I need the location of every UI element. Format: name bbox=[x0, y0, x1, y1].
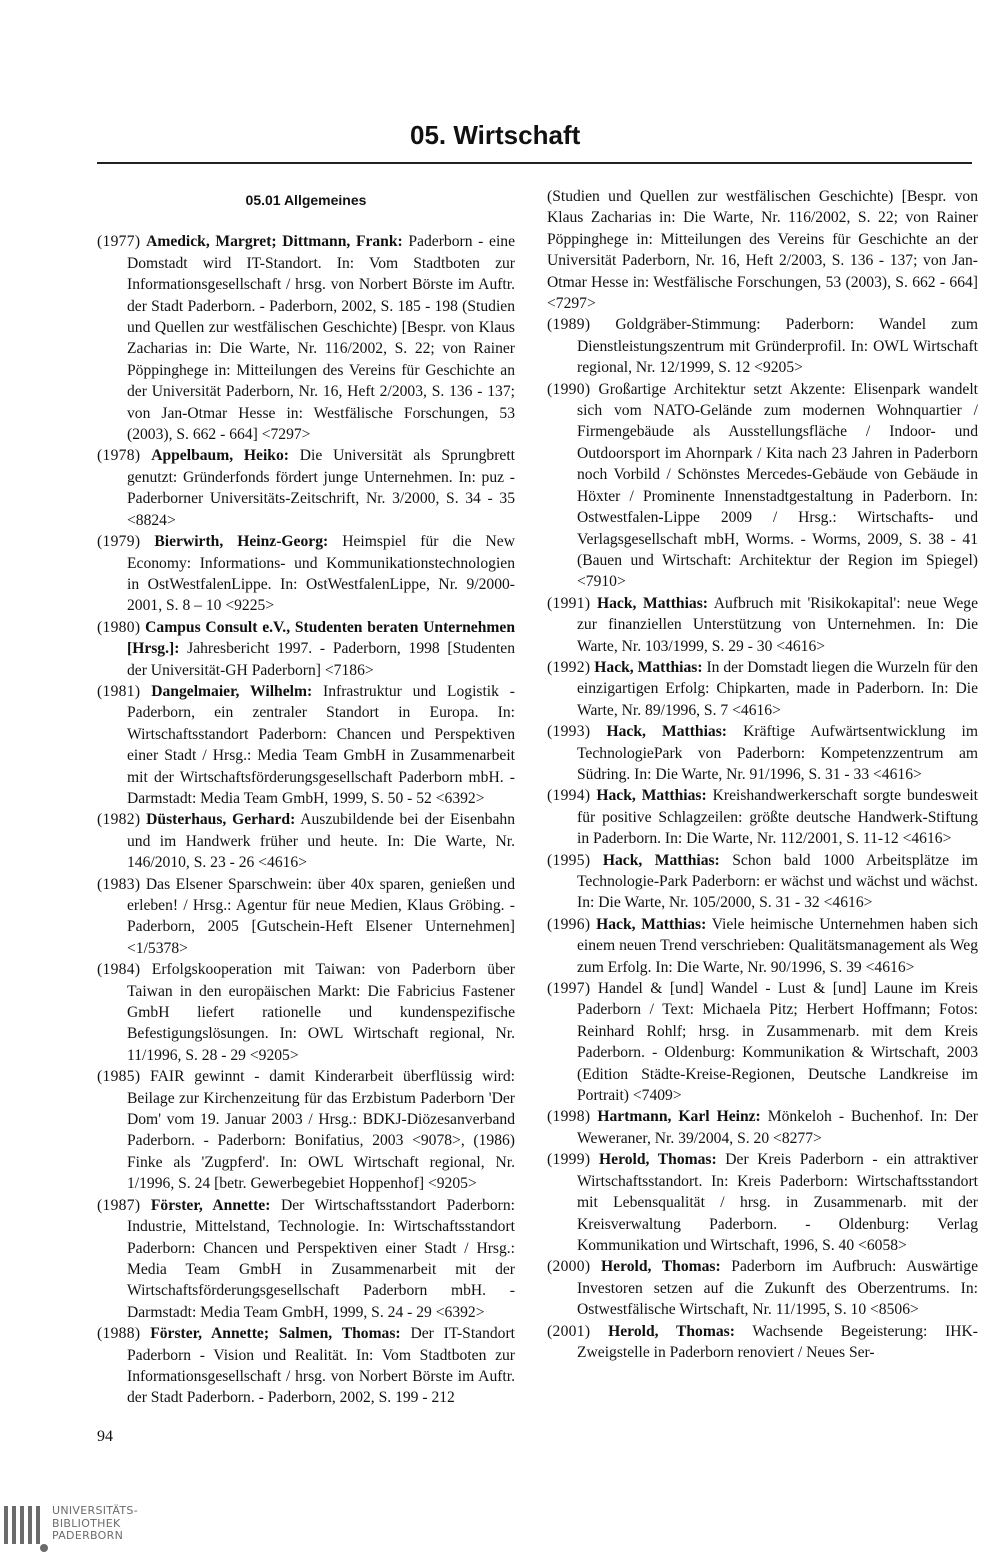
bibliography-entry bbox=[97, 681, 515, 809]
entry-author: Hack, Matthias: bbox=[596, 787, 707, 805]
bibliography-entry bbox=[547, 850, 978, 914]
logo-line: UNIVERSITÄTS- bbox=[52, 1504, 138, 1517]
entry-number: (1995) bbox=[547, 851, 591, 869]
continuation-text: (Studien und Quellen zur westfälischen Geschichte) [Bespr. von Klaus Zacharias in: Die Warte, Nr. 116/2002, S. 22; von Rainer Pöppinghege in: Mitteilungen des Vereins für Geschichte an der Universität Paderborn, Nr. 16, Heft 2/2003, S. 136 - 137; von Jan-Otmar Hesse in: Westfälische Forschungen, 53 (2003), S. 662 - 664] <7297> bbox=[547, 188, 978, 313]
entry-text: Der Kreis Paderborn - ein attraktiver Wirtschaftsstandort. In: Kreis Paderborn: Wirtschaftsstandort mit Lebensqualität / hrsg. in Zusammenarb. mit der Kreisverwaltung Paderborn. - Oldenburg: Verlag Kommunikation und Wirtschaft, 1996, S. 40 <6058> bbox=[577, 1151, 978, 1254]
logo-line: PADERBORN bbox=[52, 1529, 124, 1542]
page-title: 05. Wirtschaft bbox=[410, 120, 581, 150]
entry-number: (2000) bbox=[547, 1258, 591, 1276]
title-rule bbox=[97, 162, 972, 164]
entry-number: (1989) bbox=[547, 316, 591, 334]
entry-text: Infrastruktur und Logistik - Paderborn, ein zentraler Standort in Europa. In: Wirtschaftsstandort Paderborn: Chancen und Perspektiven einer Stadt / Hrsg.: Media Team GmbH in Zusammenarbeit mit der Wirtschaftsförderungsgesellschaft Paderborn mbH. - Darmstadt: Media Team GmbH, 1999, S. 50 - 52 <6392> bbox=[127, 682, 515, 807]
entry-text: Heimspiel für die New Economy: Informations- und Kommunikationstechnologien in OstWestfalenLippe. In: OstWestfalenLippe, Nr. 9/2000-2001, S. 8 – 10 <9225> bbox=[127, 533, 515, 615]
bibliography-entry bbox=[547, 1149, 978, 1256]
bibliography-entry bbox=[547, 314, 978, 378]
entry-number: (1990) bbox=[547, 380, 591, 398]
entry-author: Förster, Annette: bbox=[150, 1196, 271, 1214]
left-entry-list bbox=[97, 231, 515, 1408]
entry-text: Paderborn im Aufbruch: Auswärtige Investoren setzen auf die Zukunft des Oberzentrums. In: Ostwestfälische Wirtschaft, Nr. 11/1995, S. 10 <8506> bbox=[577, 1258, 978, 1319]
entry-text: Paderborn - eine Domstadt wird IT-Standort. In: Vom Stadtboten zur Informationsgesellschaft / hrsg. von Norbert Börste im Auftr. der Stadt Paderborn. - Paderborn, 2002, S. 185 - 198 (Studien und Quellen zur westfälischen Geschichte) [Bespr. von Klaus Zacharias in: Die Warte, Nr. 116/2002, S. 22; von Rainer Pöppinghege in: Mitteilungen des Vereins für Geschichte an der Universität Paderborn, Nr. 16, Heft 2/2003, S. 136 - 137; von Jan-Otmar Hesse in: Westfälische Forschungen, 53 (2003), S. 662 - 664] <7297> bbox=[127, 233, 516, 444]
bibliography-entry bbox=[547, 785, 978, 849]
right-entry-list bbox=[547, 314, 978, 1363]
bibliography-entry bbox=[547, 721, 978, 785]
bibliography-entry bbox=[97, 531, 515, 617]
entry-number: (1985) bbox=[97, 1068, 141, 1086]
entry-text: Schon bald 1000 Arbeitsplätze im Technologie-Park Paderborn: er wächst und wächst und wächst. In: Die Warte, Nr. 105/2000, S. 31 - 32 <4616> bbox=[577, 851, 979, 912]
entry-text: Die Universität als Sprungbrett genutzt: Gründerfonds fördert junge Unternehmen. In: puz - Paderborner Universitäts-Zeitschrift, Nr. 3/2000, S. 34 - 35 <8824> bbox=[127, 447, 515, 529]
entry-author: Campus Consult e.V., Studenten beraten Unternehmen [Hrsg.]: bbox=[127, 618, 515, 658]
bibliography-entry bbox=[97, 1323, 515, 1409]
entry-number: (1980) bbox=[97, 618, 141, 636]
bibliography-entry bbox=[97, 959, 515, 1066]
entry-number: (1984) bbox=[97, 961, 141, 979]
entry-number: (1992) bbox=[547, 658, 591, 676]
library-logo-text bbox=[52, 1505, 138, 1543]
entry-number: (1997) bbox=[547, 980, 591, 998]
logo-line: BIBLIOTHEK bbox=[52, 1516, 121, 1530]
entry-text: Mönkeloh - Buchenhof. In: Der Weweraner, Nr. 39/2004, S. 20 <8277> bbox=[577, 1108, 978, 1147]
entry-author: Bierwirth, Heinz-Georg: bbox=[154, 533, 329, 551]
bibliography-entry bbox=[547, 1106, 978, 1149]
entry-author: Herold, Thomas: bbox=[601, 1258, 721, 1276]
entry-number: (1994) bbox=[547, 787, 591, 805]
bibliography-entry bbox=[97, 1195, 515, 1323]
entry-author: Hack, Matthias: bbox=[596, 915, 707, 933]
bibliography-entry bbox=[97, 1066, 515, 1194]
entry-text: Viele heimische Unternehmen haben sich einem neuen Trend verschrieben: Qualitätsmanagement als Weg zum Erfolg. In: Die Warte, Nr. 90/1996, S. 39 <4616> bbox=[577, 915, 978, 976]
bibliography-entry bbox=[97, 445, 515, 531]
bibliography-entry bbox=[97, 874, 515, 960]
entry-author: Amedick, Margret; Dittmann, Frank: bbox=[146, 233, 403, 251]
entry-number: (1978) bbox=[97, 447, 141, 465]
library-logo-icon bbox=[4, 1506, 44, 1546]
entry-text: In der Domstadt liegen die Wurzeln für den einzigartigen Erfolg: Chipkarten, made in Paderborn. In: Die Warte, Nr. 89/1996, S. 7 <4616> bbox=[577, 658, 978, 719]
entry-number: (1993) bbox=[547, 723, 591, 741]
entry-author: Appelbaum, Heiko: bbox=[151, 447, 289, 465]
bibliography-entry bbox=[547, 593, 978, 657]
entry-number: (1977) bbox=[97, 233, 141, 251]
entry-author: Hack, Matthias: bbox=[602, 851, 720, 869]
entry-author: Förster, Annette; Salmen, Thomas: bbox=[150, 1325, 401, 1343]
entry-text: Wachsende Begeisterung: IHK-Zweigstelle in Paderborn renoviert / Neues Ser- bbox=[577, 1322, 978, 1361]
bibliography-entry bbox=[547, 657, 978, 721]
entry-text: Der IT-Standort Paderborn - Vision und Realität. In: Vom Stadtboten zur Informationsgesellschaft / hrsg. von Norbert Börste im Auftr. der Stadt Paderborn. - Paderborn, 2002, S. 199 - 212 bbox=[127, 1325, 515, 1407]
entry-number: (1983) bbox=[97, 875, 141, 893]
entry-text: FAIR gewinnt - damit Kinderarbeit überflüssig wird: Beilage zur Kirchenzeitung für das Erzbistum Paderborn 'Der Dom' vom 19. Januar 2003 / Hrsg.: BDKJ-Diözesanverband Paderborn. - Paderborn: Bonifatius, 2003 <9078>, (1986) Finke als 'Zugpferd'. In: OWL Wirtschaft regional, Nr. 1/1996, S. 24 [betr. Gewerbegebiet Hoppenhof] <9205> bbox=[127, 1068, 515, 1193]
entry-text: Kräftige Aufwärtsentwicklung im TechnologiePark von Paderborn: Kompetenzzentrum am Südring. In: Die Warte, Nr. 91/1996, S. 31 - 33 <4616> bbox=[577, 723, 978, 783]
entry-number: (1979) bbox=[97, 533, 141, 551]
entry-number: (1987) bbox=[97, 1196, 141, 1214]
page-number: 94 bbox=[97, 1428, 113, 1445]
entry-number: (1998) bbox=[547, 1108, 591, 1126]
bibliography-entry bbox=[547, 1321, 978, 1364]
entry-number: (2001) bbox=[547, 1322, 591, 1340]
entry-number: (1991) bbox=[547, 594, 591, 612]
entry-number: (1996) bbox=[547, 915, 591, 933]
entry-text: Der Wirtschaftsstandort Paderborn: Industrie, Mittelstand, Technologie. In: Wirtschaftsstandort Paderborn: Chancen und Perspektiven einer Stadt / Hrsg.: Media Team GmbH in Zusammenarbeit mit der Wirtschaftsförderungsgesellschaft Paderborn mbH. - Darmstadt: Media Team GmbH, 1999, S. 24 - 29 <6392> bbox=[127, 1196, 515, 1321]
entry-text: Auszubildende bei der Eisenbahn und im Handwerk früher und heute. In: Die Warte, Nr. 146/2010, S. 23 - 26 <4616> bbox=[127, 811, 515, 872]
bibliography-entry bbox=[97, 231, 515, 445]
section-heading: 05.01 Allgemeines bbox=[245, 192, 367, 208]
entry-author: Hack, Matthias: bbox=[594, 658, 703, 676]
entry-text: Das Elsener Sparschwein: über 40x sparen, genießen und erleben! / Hrsg.: Agentur für neue Medien, Klaus Gröbing. - Paderborn, 2005 [Gutschein-Heft Elsener Unternehmen] <1/5378> bbox=[127, 875, 515, 957]
entry-number: (1999) bbox=[547, 1151, 591, 1169]
entry-text: Großartige Architektur setzt Akzente: Elisenpark wandelt sich vom NATO-Gelände zum modernen Wohnquartier / Firmengebäude als Ausstellungsfläche / Indoor- und Outdoorsport im Ahornpark / Kita nach 23 Jahren in Paderborn noch Vorbild / Schönstes Mercedes-Gebäude von Gebäude in Höxter / Prominente Innenstadtgestaltung in Paderborn. In: Ostwestfalen-Lippe 2009 / Hrsg.: Wirtschafts- und Verlagsgesellschaft mbH, Worms. - Worms, 2009, S. 38 - 41 (Bauen und Wirtschaft: Architektur der Region im Spiegel) <7910> bbox=[577, 380, 978, 591]
bibliography-entry bbox=[97, 617, 515, 681]
entry-author: Herold, Thomas: bbox=[608, 1322, 735, 1340]
bibliography-entry bbox=[547, 1256, 978, 1320]
bibliography-entry bbox=[97, 809, 515, 873]
left-column bbox=[97, 186, 515, 1409]
entry-author: Hack, Matthias: bbox=[596, 594, 708, 612]
entry-author: Herold, Thomas: bbox=[599, 1151, 717, 1169]
entry-author: Düsterhaus, Gerhard: bbox=[146, 811, 296, 829]
right-column bbox=[547, 186, 978, 1363]
entry-number: (1982) bbox=[97, 811, 141, 829]
entry-text: Aufbruch mit 'Risikokapital': neue Wege zur finanziellen Unterstützung von Unternehmen. In: Die Warte, Nr. 103/1999, S. 29 - 30 <4616> bbox=[577, 594, 979, 655]
bibliography-entry bbox=[547, 914, 978, 978]
entry-author: Dangelmaier, Wilhelm: bbox=[151, 682, 313, 700]
entry-text: Jahresbericht 1997. - Paderborn, 1998 [Studenten der Universität-GH Paderborn] <7186> bbox=[127, 640, 515, 679]
entry-author: Hack, Matthias: bbox=[606, 723, 727, 741]
entry-text: Handel & [und] Wandel - Lust & [und] Laune im Kreis Paderborn / Text: Michaela Pitz; Herbert Hoffmann; Fotos: Reinhard Rohlf; hrsg. in Zusammenarb. mit dem Kreis Paderborn. - Oldenburg: Kommunikation & Wirtschaft, 2003 (Edition Städte-Kreise-Regionen, Deutsche Landkreise im Portrait) <7409> bbox=[577, 980, 978, 1105]
entry-text: Goldgräber-Stimmung: Paderborn: Wandel zum Dienstleistungszentrum mit Gründerprofil. In: OWL Wirtschaft regional, Nr. 12/1999, S. 12 <9205> bbox=[577, 316, 978, 377]
entry-author: Hartmann, Karl Heinz: bbox=[597, 1108, 761, 1126]
entry-number: (1988) bbox=[97, 1325, 141, 1343]
entry-text: Kreishandwerkerschaft sorgte bundesweit für positive Schlagzeilen: größte deutsche Handwerk-Stiftung in Paderborn. In: Die Warte, Nr. 112/2001, S. 11-12 <4616> bbox=[577, 787, 979, 848]
bibliography-entry bbox=[547, 978, 978, 1106]
entry-number: (1981) bbox=[97, 682, 141, 700]
bibliography-entry bbox=[547, 379, 978, 593]
library-logo bbox=[0, 1500, 160, 1552]
entry-text: Erfolgskooperation mit Taiwan: von Paderborn über Taiwan in den europäischen Markt: Die Fabricius Fastener GmbH liefert rationelle und kundenspezifische Befestigungslösungen. In: OWL Wirtschaft regional, Nr. 11/1996, S. 28 - 29 <9205> bbox=[127, 961, 515, 1064]
